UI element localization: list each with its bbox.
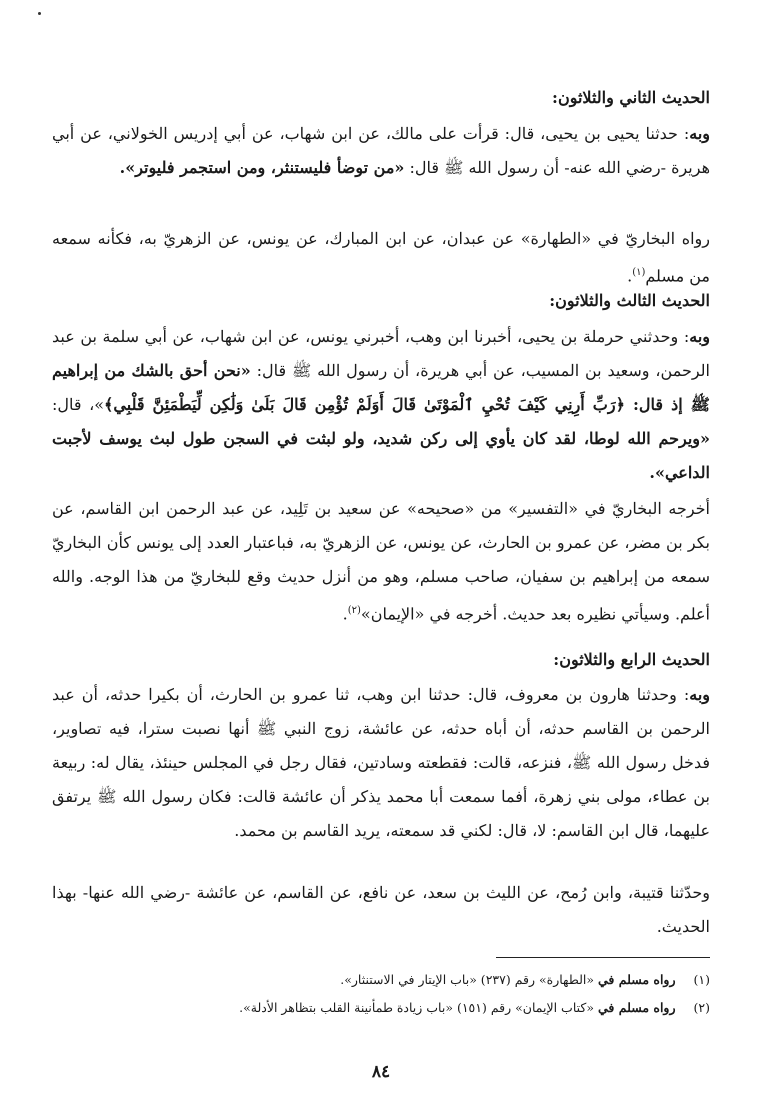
book-page: [52, 0, 710, 1101]
matn-part-1: «نحن أحق بالشك من إبراهيم ﷺ إذ قال:: [52, 361, 710, 414]
hadith-33-takhrij: [52, 492, 710, 631]
footnote-ref-1[interactable]: (١): [632, 267, 646, 278]
footnote-number: (٢): [693, 1000, 710, 1015]
heading-hadith-34: الحديث الرابع والثلاثون:: [553, 650, 710, 669]
page-number: ٨٤: [371, 1062, 391, 1082]
takhrij: رواه البخاريّ في «الطهارة» عن عبدان، عن ابن المبارك، عن يونس، عن الزهريّ به، فكأنه سمعه من مسلم: [52, 229, 710, 286]
footnote-2: [52, 998, 710, 1018]
matn: «من توضأ فليستنثر، ومن استجمر فليوتر».: [119, 158, 405, 177]
heading-hadith-33: الحديث الثالث والثلاثون:: [549, 291, 710, 310]
footnote-lead: رواه مسلم في: [598, 972, 676, 987]
footnote-separator: [496, 957, 710, 958]
footnote-1: [52, 970, 710, 990]
footnote-number: (١): [693, 972, 710, 987]
isnad: : حدثنا يحيى بن يحيى، قال: قرأت على مالك، عن ابن شهاب، عن أبي إدريس الخولاني، عن أبي هريرة -رضي الله عنه- أن رسول الله ﷺ قال:: [52, 124, 710, 177]
footnote-text: «الطهارة» رقم (٢٣٧) «باب الإيتار في الاستنثار».: [340, 972, 595, 987]
hadith-32-takhrij: [52, 222, 710, 293]
matn-mid: »، قال:: [52, 395, 105, 414]
isnad-lead: وبه: [689, 327, 710, 346]
hadith-32-text: [52, 117, 710, 185]
isnad-lead: وبه: [689, 124, 710, 143]
quran-verse: ﴿رَبِّ أَرِنِي كَيْفَ تُحْيِ ٱلْمَوْتَىٰ قَالَ أَوَلَمْ تُؤْمِن قَالَ بَلَىٰ وَلَٰكِن لِّيَطْمَئِنَّ قَلْبِي﴾: [104, 395, 625, 414]
isnad: : وحدثني حرملة بن يحيى، أخبرنا ابن وهب، أخبرني يونس، عن ابن شهاب، عن أبي سلمة بن عبد الرحمن، وسعيد بن المسيب، عن أبي هريرة، أن رسول الله ﷺ قال:: [52, 327, 711, 380]
takhrij-end: .: [627, 266, 633, 286]
corner-mark: [38, 12, 41, 15]
hadith-34-body: : وحدثنا هارون بن معروف، قال: حدثنا ابن وهب، ثنا عمرو بن الحارث، أن بكيرا حدثه، أن عبد الرحمن بن القاسم حدثه، أن أباه حدثه، عن عائشة، زوج النبي ﷺ أنها نصبت سترا، فيه تصاوير، فدخل رسول الله ﷺ، فنزعه، قالت: فقطعته وسادتين، فقال رجل في المجلس حينئذ، يقال له: ربيعة بن عطاء، مولى بني زهرة، أفما سمعت أبا محمد يذكر أن عائشة قالت: فكان رسول الله ﷺ يرتفق عليهما، قال ابن القاسم: لا، قال: لكني قد سمعته، يريد القاسم بن محمد.: [52, 685, 711, 840]
isnad-lead: وبه: [689, 685, 710, 704]
matn-part-2: «ويرحم الله لوطا، لقد كان يأوي إلى ركن شديد، ولو لبثت في السجن طول لبث يوسف لأجبت الداعي».: [52, 429, 710, 482]
takhrij-end: .: [342, 604, 348, 624]
hadith-33-text: [52, 320, 710, 490]
takhrij: أخرجه البخاريّ في «التفسير» من «صحيحه» عن سعيد بن تَلِيد، عن عبد الرحمن ابن القاسم، عن بكر بن مضر، عن عمرو بن الحارث، عن يونس، عن الزهريّ به، فباعتبار العدد إلى يونس كأن البخاريّ سمعه من إبراهيم بن سفيان، صاحب مسلم، وهو من أنزل حديث وقع للبخاريّ من هذا الوجه. والله أعلم. وسيأتي نظيره بعد حديث. أخرجه في «الإيمان»: [52, 499, 710, 624]
hadith-34-text-2: وحدّثنا قتيبة، وابن رُمح، عن الليث بن سعد، عن نافع، عن القاسم، عن عائشة -رضي الله عنها- بهذا الحديث.: [52, 883, 710, 936]
heading-hadith-32: الحديث الثاني والثلاثون:: [552, 88, 710, 107]
footnote-lead: رواه مسلم في: [598, 1000, 676, 1015]
footnote-text: «كتاب الإيمان» رقم (١٥١) «باب زيادة طمأنينة القلب بتظاهر الأدلة».: [239, 1000, 595, 1015]
footnote-ref-2[interactable]: (٢): [347, 605, 361, 616]
hadith-34-text: [52, 678, 710, 848]
